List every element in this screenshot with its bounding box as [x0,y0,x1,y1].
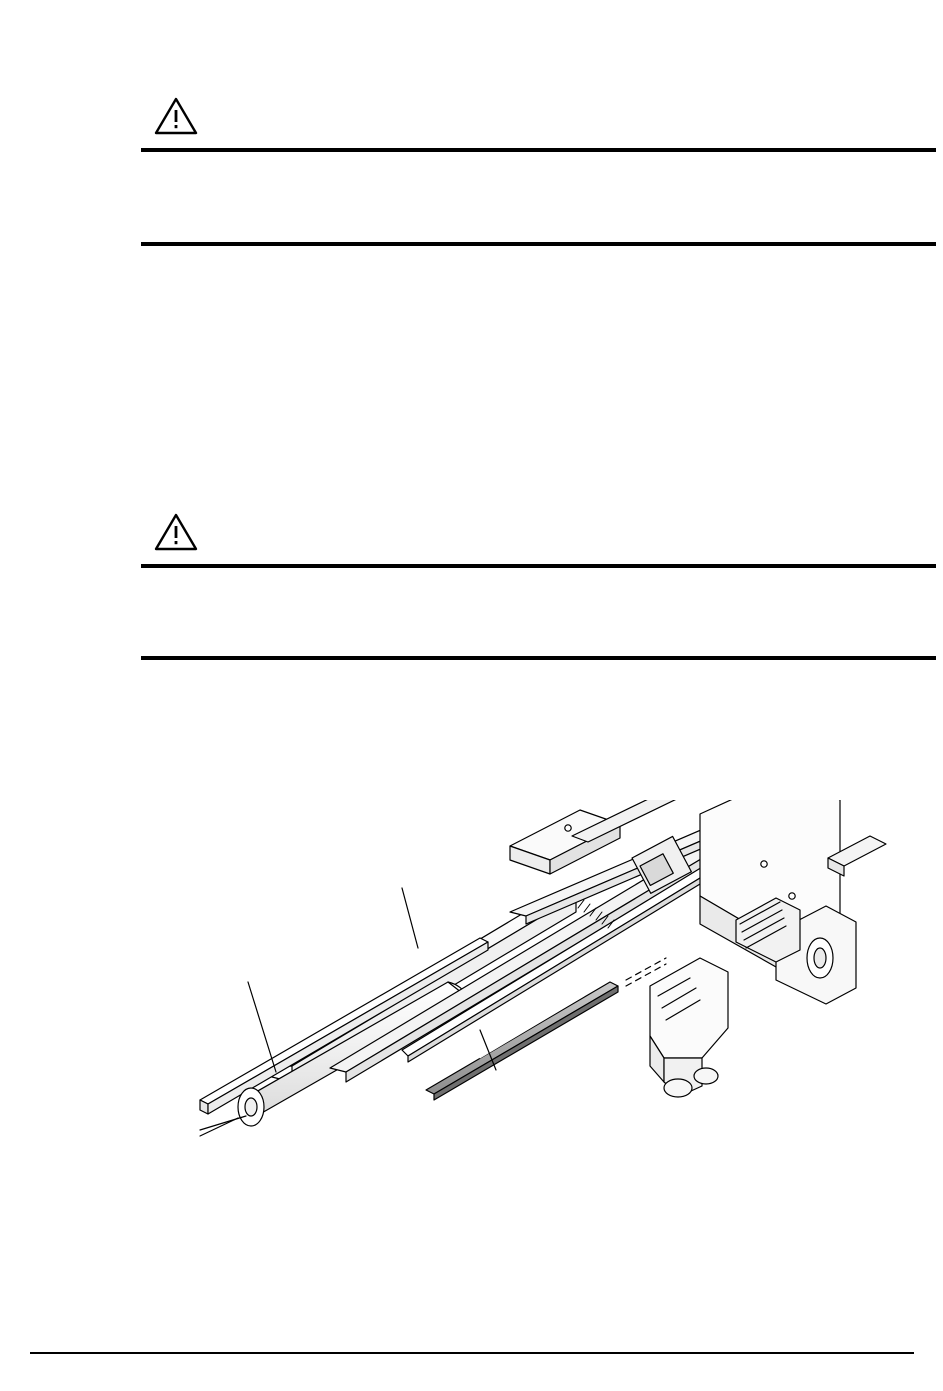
caution-block-2 [141,512,936,672]
caution-block-1 [141,96,936,256]
warning-triangle-icon [153,96,199,136]
caution-bottom-rule-2 [141,656,936,660]
figure-platen-roller [200,982,466,1130]
body-paragraph-2 [141,380,936,440]
printer-carriage-assembly-figure [180,800,900,1220]
body-paragraph-3 [141,450,936,490]
caution-top-rule-1 [141,148,936,152]
body-paragraph-1 [141,300,936,360]
warning-triangle-icon [153,512,199,552]
caution-top-rule-2 [141,564,936,568]
caution-bottom-rule-1 [141,242,936,246]
footer-divider [30,1352,914,1354]
